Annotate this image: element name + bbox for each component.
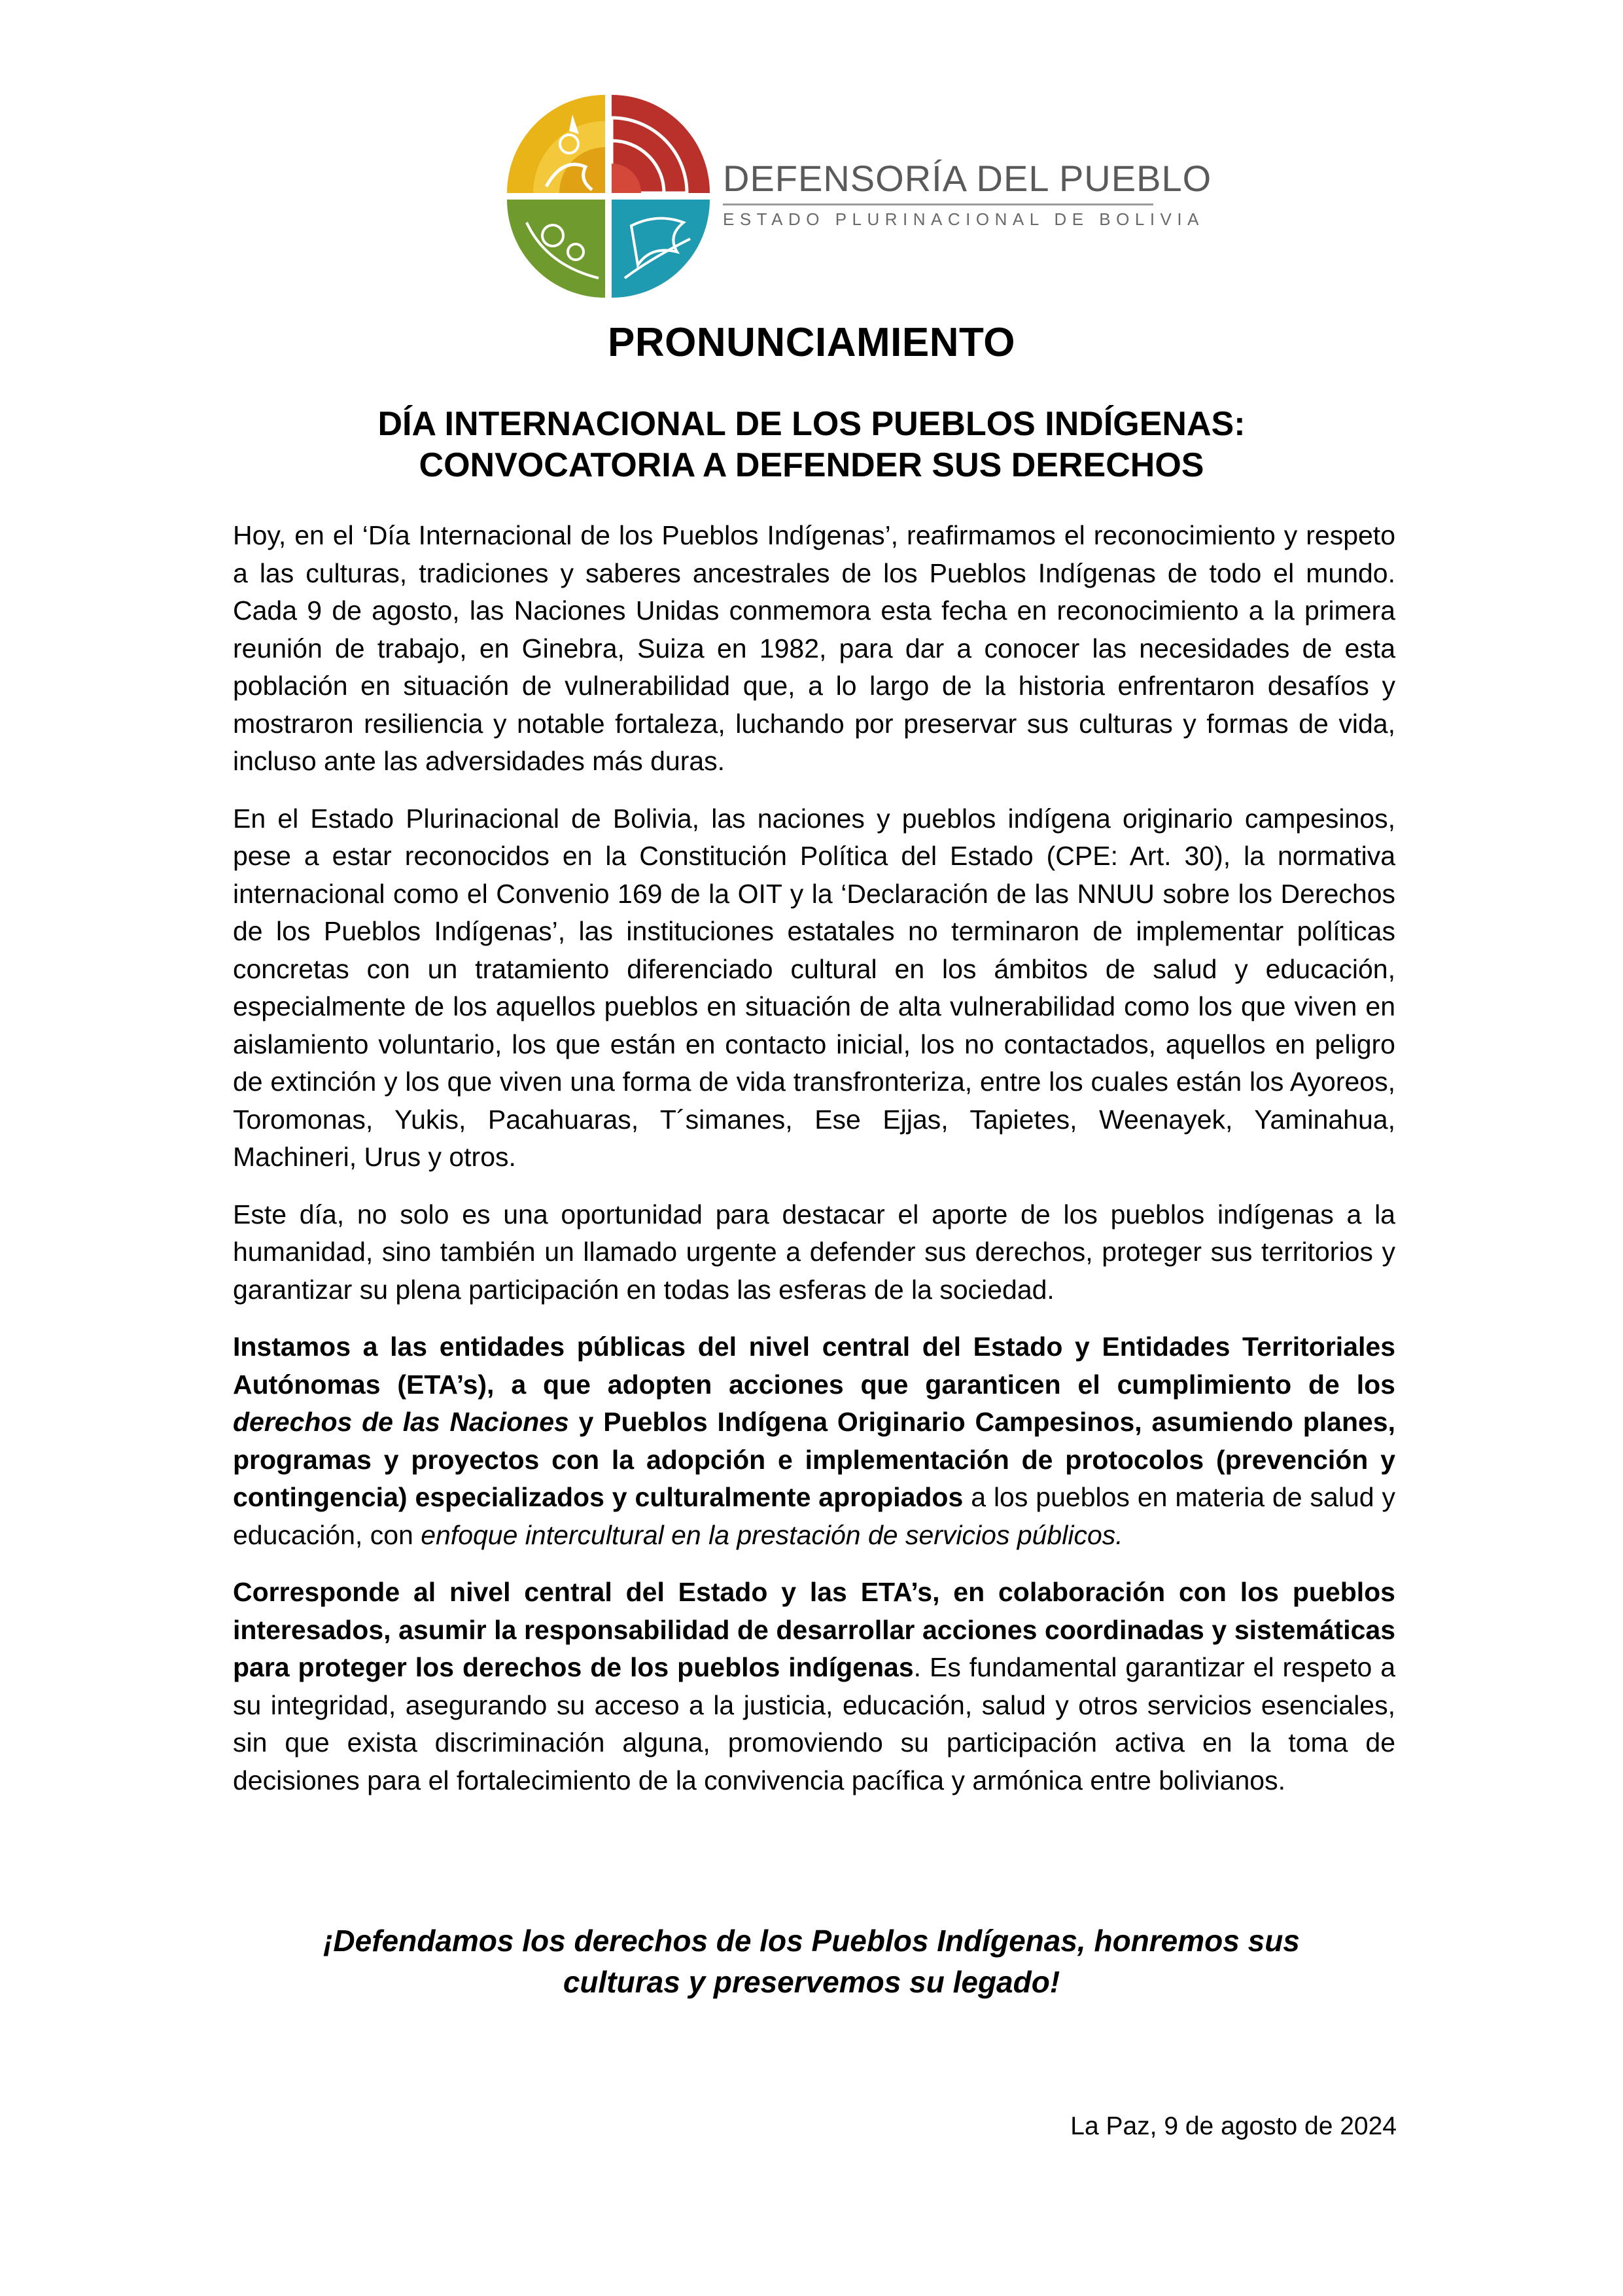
paragraph-1 [233, 517, 1395, 781]
title-line-1: DÍA INTERNACIONAL DE LOS PUEBLOS INDÍGENAS: [377, 405, 1246, 443]
paragraph-4-bold-2: y Pueblos Indígena Originario Campesinos, asumiendo planes, programas y proyectos con la adopción e implementación de protocolos (prevención y contingencia) especializados y culturalmente apropiados [233, 1407, 1395, 1512]
document-title [0, 404, 1623, 486]
place-date: La Paz, 9 de agosto de 2024 [1070, 2112, 1397, 2140]
paragraph-3 [233, 1196, 1395, 1309]
defensoria-logo-icon [507, 95, 710, 298]
closing-line-2: culturas y preservemos su legado! [563, 1965, 1060, 1999]
paragraph-4-bold-italic: derechos de las Naciones [233, 1407, 569, 1437]
paragraph-1-text: Hoy, en el ‘Día Internacional de los Pueblos Indígenas’, reafirmamos el reconocimiento y respeto a las culturas, tradiciones y saberes ancestrales de los Pueblos Indígenas de todo el mundo. Cada 9 de agosto, las Naciones Unidas conmemora esta fecha en reconocimiento a la primera reunión de trabajo, en Ginebra, Suiza en 1982, para dar a conocer las necesidades de esta población en situación de vulnerabilidad que, a lo largo de la historia enfrentaron desafíos y mostraron resiliencia y notable fortaleza, luchando por preservar sus culturas y formas de vida, incluso ante las adversidades más duras. [233, 520, 1395, 776]
paragraph-2-text: En el Estado Plurinacional de Bolivia, las naciones y pueblos indígena originario campesinos, pese a estar reconocidos en la Constitución Política del Estado (CPE: Art. 30), la normativa internacional como el Convenio 169 de la OIT y la ‘Declaración de las NNUU sobre los Derechos de los Pueblos Indígenas’, las instituciones estatales no terminaron de implementar políticas concretas con un tratamiento diferenciado cultural en los ámbitos de salud y educación, especialmente de los aquellos pueblos en situación de alta vulnerabilidad como los que viven en aislamiento voluntario, los que están en contacto inicial, los no contactados, aquellos en peligro de extinción y los que viven una forma de vida transfronteriza, entre los cuales están los Ayoreos, Toromonas, Yukis, Pacahuaras, T´simanes, Ese Ejjas, Tapietes, Weenayek, Yaminahua, Machineri, Urus y otros. [233, 803, 1395, 1172]
paragraph-5-regular: . Es fundamental garantizar el respeto a su integridad, asegurando su acceso a la justicia, educación, salud y otros servicios esenciales, sin que exista discriminación alguna, promoviendo su participación activa en la toma de decisiones para el fortalecimiento de la convivencia pacífica y armónica entre bolivianos. [233, 1652, 1396, 1795]
title-line-2: CONVOCATORIA A DEFENDER SUS DERECHOS [419, 446, 1204, 484]
document-body [233, 517, 1395, 1819]
org-name-divider [723, 203, 1153, 205]
paragraph-4 [233, 1328, 1395, 1554]
closing-slogan [0, 1920, 1623, 2003]
paragraph-2 [233, 800, 1395, 1176]
paragraph-5-bold: Corresponde al nivel central del Estado y las ETA’s, en colaboración con los pueblos interesados, asumir la responsabilidad de desarrollar acciones coordinadas y sistemáticas para proteger los derechos de los pueblos indígenas [233, 1577, 1395, 1682]
letterhead [507, 95, 1212, 301]
paragraph-3-text: Este día, no solo es una oportunidad para destacar el aporte de los pueblos indígenas a la humanidad, sino también un llamado urgente a defender sus derechos, proteger sus territorios y garantizar su plena participación en todas las esferas de la sociedad. [233, 1199, 1395, 1305]
paragraph-4-italic: enfoque intercultural en la prestación de servicios públicos. [421, 1519, 1123, 1550]
paragraph-4-bold-1: Instamos a las entidades públicas del nivel central del Estado y Entidades Territoriales Autónomas (ETA’s), a que adopten acciones que garanticen el cumplimiento de los [233, 1332, 1395, 1400]
document-type-heading: PRONUNCIAMIENTO [608, 320, 1015, 365]
paragraph-4-regular: a los pueblos en materia de salud y educación, con [233, 1482, 1395, 1550]
org-subtitle: ESTADO PLURINACIONAL DE BOLIVIA [723, 209, 1204, 229]
closing-line-1: ¡Defendamos los derechos de los Pueblos Indígenas, honremos sus [323, 1924, 1300, 1958]
org-name: DEFENSORÍA DEL PUEBLO [723, 158, 1212, 199]
paragraph-5 [233, 1574, 1395, 1799]
